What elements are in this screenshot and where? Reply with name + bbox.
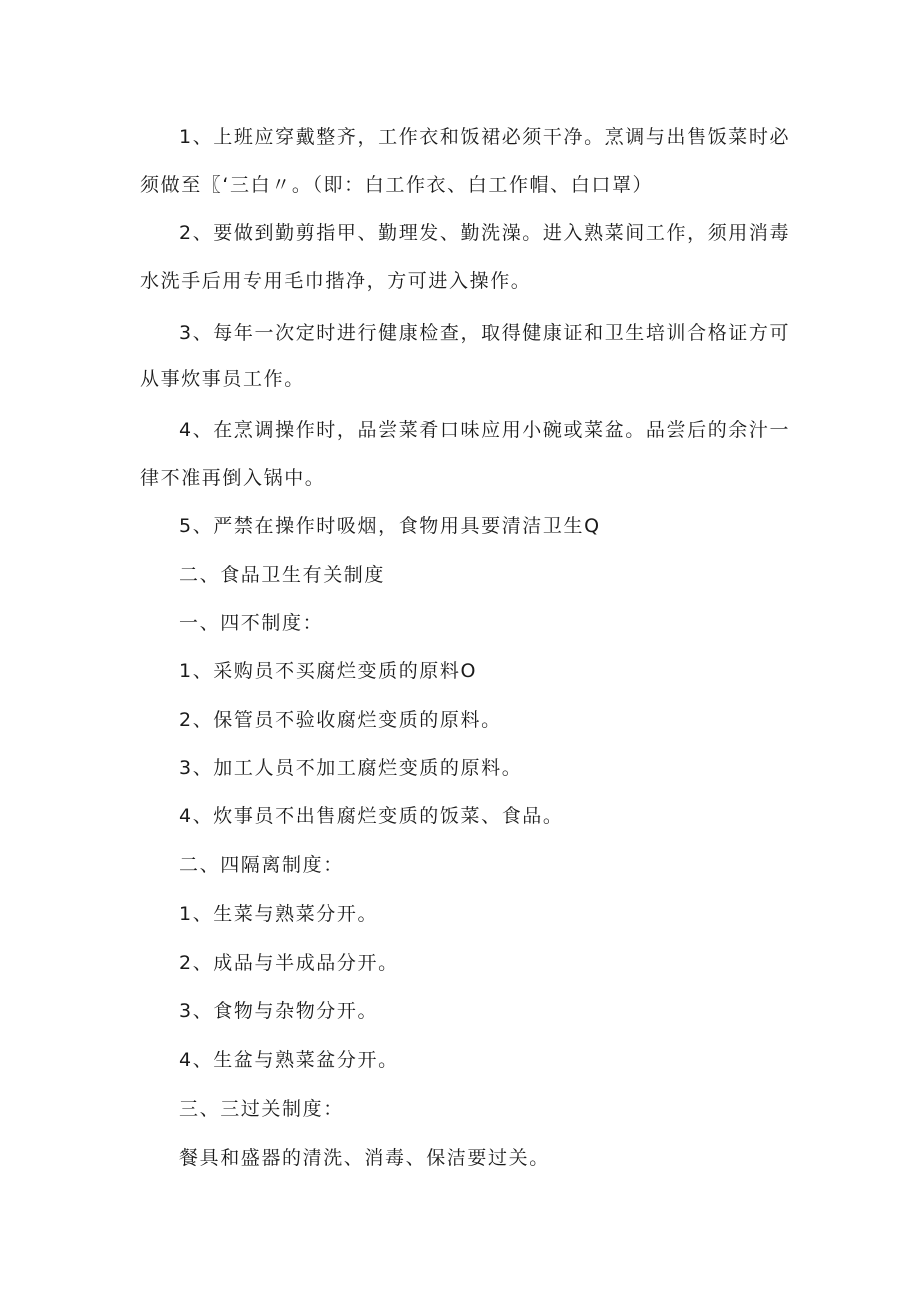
paragraph-3-line-1: 3、每年一次定时进行健康检查，取得健康证和卫生培训合格证方可 <box>179 322 791 344</box>
subsection-heading-three-checks: 三、三过关制度： <box>179 1098 344 1120</box>
four-no-item-2: 2、保管员不验收腐烂变质的原料。 <box>179 709 502 731</box>
paragraph-3-line-2: 从事炊事员工作。 <box>140 368 305 390</box>
subsection-heading-four-separation: 二、四隔离制度： <box>179 854 344 876</box>
paragraph-1-line-2: 须做至〖‘三白〃。（即：白工作衣、白工作帽、白口罩） <box>140 174 654 196</box>
four-no-item-4: 4、炊事员不出售腐烂变质的饭菜、食品。 <box>179 805 564 827</box>
separation-item-2: 2、成品与半成品分开。 <box>179 952 399 974</box>
section-heading-food-hygiene: 二、食品卫生有关制度 <box>179 564 386 586</box>
three-checks-text: 餐具和盛器的清洗、消毒、保洁要过关。 <box>179 1147 550 1169</box>
paragraph-4-line-1: 4、在烹调操作时，品尝菜肴口味应用小碗或菜盆。品尝后的余汁一 <box>179 419 791 441</box>
paragraph-2-line-2: 水洗手后用专用毛巾揩净，方可进入操作。 <box>140 270 532 292</box>
four-no-item-3: 3、加工人员不加工腐烂变质的原料。 <box>179 757 523 779</box>
subsection-heading-four-no: 一、四不制度： <box>179 612 324 634</box>
paragraph-5: 5、严禁在操作时吸烟，食物用具要清洁卫生Q <box>179 515 601 537</box>
separation-item-1: 1、生菜与熟菜分开。 <box>179 903 379 925</box>
separation-item-4: 4、生盆与熟菜盆分开。 <box>179 1049 399 1071</box>
paragraph-1-line-1: 1、上班应穿戴整齐，工作衣和饭裙必须干净。烹调与出售饭菜时必 <box>179 126 791 148</box>
paragraph-4-line-2: 律不准再倒入锅中。 <box>140 467 326 489</box>
four-no-item-1: 1、采购员不买腐烂变质的原料O <box>179 660 478 682</box>
separation-item-3: 3、食物与杂物分开。 <box>179 1000 379 1022</box>
paragraph-2-line-1: 2、要做到勤剪指甲、勤理发、勤洗澡。进入熟菜间工作，须用消毒 <box>179 222 791 244</box>
